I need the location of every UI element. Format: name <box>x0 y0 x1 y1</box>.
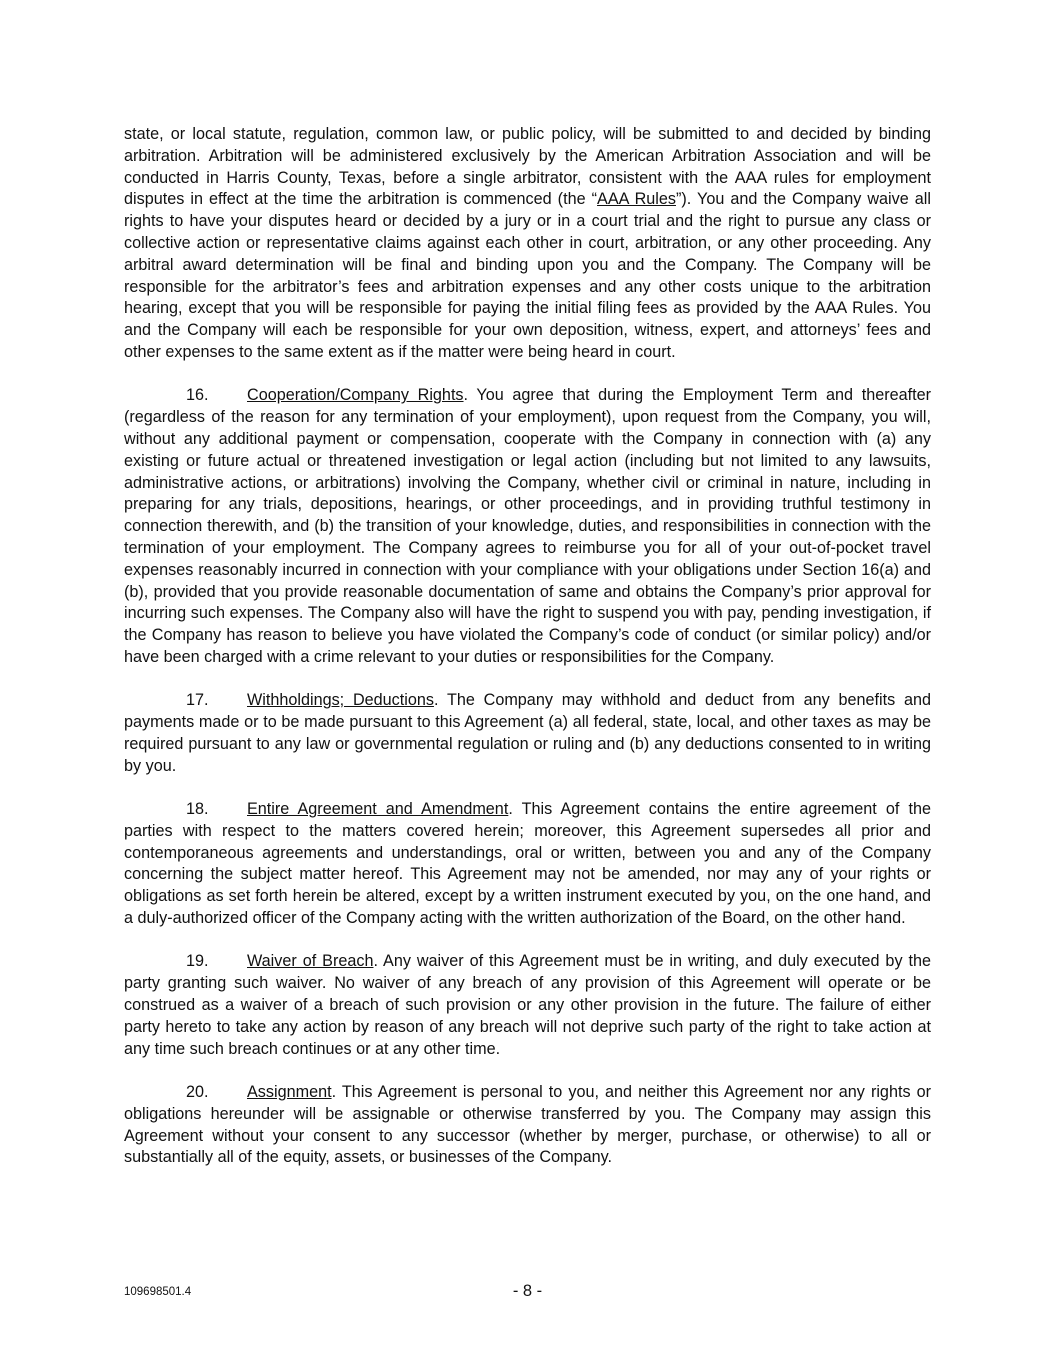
section-number: 20. <box>186 1083 209 1102</box>
document-page <box>124 124 931 1191</box>
section-number: 18. <box>186 800 209 819</box>
document-id: 109698501.4 <box>124 1286 192 1298</box>
defined-term-aaa-rules: AAA Rules <box>597 190 676 209</box>
section-16 <box>124 385 931 668</box>
section-heading: Assignment <box>247 1083 332 1102</box>
section-body: . This Agreement is personal to you, and neither this Agreement nor any rights or obligations hereunder will be assignable or otherwise transferred by you. The Company may assign this Agreement without your consent to any successor (whether by merger, purchase, or otherwise) to all or substantially all of the equity, assets, or businesses of the Company. <box>124 1083 931 1167</box>
section-heading: Entire Agreement and Amendment <box>247 800 509 819</box>
section-heading: Cooperation/Company Rights <box>247 386 464 405</box>
arbitration-paragraph <box>124 124 931 364</box>
section-body: . The Company may withhold and deduct from any benefits and payments made or to be made pursuant to this Agreement (a) all federal, state, local, and other taxes as may be required pursuant to any law or governmental regulation or ruling and (b) any deductions consented to in writing by you. <box>124 691 931 775</box>
section-number: 19. <box>186 952 209 971</box>
section-heading: Withholdings; Deductions <box>247 691 434 710</box>
section-heading: Waiver of Breach <box>247 952 374 971</box>
section-20 <box>124 1082 931 1169</box>
section-number: 17. <box>186 691 209 710</box>
intro-text-before: state, or local statute, regulation, common law, or public policy, will be submitted to and decided by binding arbitration. Arbitration will be administered exclusively by the American Arbitration Association and will be conducted in Harris County, Texas, before a single arbitrator, consistent with the AAA rules for employment disputes in effect at the time the arbitration is commenced (the “ <box>124 125 931 209</box>
section-body: . Any waiver of this Agreement must be in writing, and duly executed by the party granting such waiver. No waiver of any breach of any provision of this Agreement will operate or be construed as a waiver of a breach of such provision or any other provision in the future. The failure of either party hereto to take any action by reason of any breach will not deprive such party of the right to take action at any time such breach continues or at any other time. <box>124 952 931 1058</box>
section-19 <box>124 951 931 1060</box>
section-17 <box>124 690 931 777</box>
page-number: - 8 - <box>512 1282 543 1300</box>
intro-text-after: ”). You and the Company waive all rights to have your disputes heard or decided by a jury or in a court trial and the right to pursue any class or collective action or representative claims against each other in court, arbitration, or any other proceeding. Any arbitral award determination will be final and binding upon you and the Company. The Company will be responsible for the arbitrator’s fees and arbitration expenses and any other costs unique to the arbitration hearing, except that you will be responsible for paying the initial filing fees as provided by the AAA Rules. You and the Company will each be responsible for your own deposition, witness, expert, and attorneys’ fees and other expenses to the same extent as if the matter were being heard in court. <box>124 190 931 361</box>
section-18 <box>124 799 931 930</box>
section-body: . This Agreement contains the entire agreement of the parties with respect to the matters covered herein; moreover, this Agreement supersedes all prior and contemporaneous agreements and understandings, oral or written, between you and any of the Company concerning the subject matter hereof. This Agreement may not be amended, nor may any of your rights or obligations as set forth herein be altered, except by a written instrument executed by you, on the one hand, and a duly-authorized officer of the Company acting with the written authorization of the Board, on the other hand. <box>124 800 931 928</box>
section-number: 16. <box>186 386 209 405</box>
section-body: . You agree that during the Employment Term and thereafter (regardless of the reason for any termination of your employment), upon request from the Company, you will, without any additional payment or compensation, cooperate with the Company in connection with (a) any existing or future actual or threatened investigation or legal action (including but not limited to any lawsuits, administrative actions, or arbitrations) involving the Company, whether civil or criminal in nature, including in preparing for any trials, depositions, hearings, or other proceedings, and in providing truthful testimony in connection therewith, and (b) the transition of your knowledge, duties, and responsibilities in connection with the termination of your employment. The Company agrees to reimburse you for all of your out-of-pocket travel expenses reasonably incurred in connection with your compliance with your obligations under Section 16(a) and (b), provided that you provide reasonable documentation of same and obtains the Company’s prior approval for incurring such expenses. The Company also will have the right to suspend you with pay, pending investigation, if the Company has reason to believe you have violated the Company’s code of conduct (or similar policy) and/or have been charged with a crime relevant to your duties or responsibilities for the Company. <box>124 386 931 666</box>
